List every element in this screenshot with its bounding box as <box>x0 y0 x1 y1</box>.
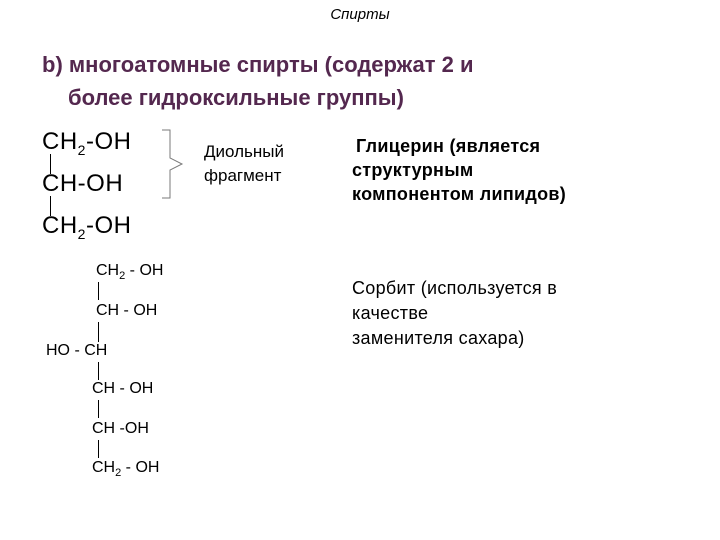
glycerol-desc-line-2: структурным <box>352 160 474 180</box>
glycerol-row-1: $CH_2-OH$ <box>42 128 132 158</box>
sorbitol-row-2: CH - OH <box>96 302 158 319</box>
sorbitol-desc-line-3: заменителя сахара) <box>352 328 525 348</box>
diol-fragment-brace <box>160 128 190 200</box>
glycerol-desc-line-3: компонентом липидов) <box>352 184 567 204</box>
sorbitol-desc-line-1: Сорбит (используется в <box>352 278 558 298</box>
diol-fragment-label <box>204 140 284 188</box>
glycerol-description <box>352 134 566 206</box>
slide-title: Спирты <box>330 6 390 23</box>
diol-label-line-2: фрагмент <box>204 166 282 185</box>
sorbitol-row-1: $CH_2$ - OH <box>96 262 164 283</box>
sorbitol-row-4: CH - OH <box>92 380 154 397</box>
sorbitol-bond-1 <box>98 282 99 300</box>
sorbitol-row-6: $CH_2$ - OH <box>92 459 160 480</box>
sorbitol-bond-5 <box>98 440 99 458</box>
diol-label-line-1: Диольный <box>204 142 284 161</box>
sorbitol-bond-4 <box>98 400 99 418</box>
heading-line-1: b) многоатомные спирты (содержат 2 и <box>42 52 474 77</box>
sorbitol-bond-2 <box>98 322 99 342</box>
heading-line-2: более гидроксильные группы) <box>68 85 404 110</box>
sorbitol-row-5: CH -OH <box>92 420 149 437</box>
glycerol-row-3: $CH_2-OH$ <box>42 212 132 242</box>
section-heading <box>42 48 474 114</box>
sorbitol-desc-line-2: качестве <box>352 303 429 323</box>
glycerol-row-2: CH-OH <box>42 170 124 197</box>
sorbitol-row-3: HO - CH <box>46 342 108 359</box>
sorbitol-bond-3 <box>98 362 99 380</box>
glycerol-desc-line-1: Глицерин (является <box>356 136 541 156</box>
sorbitol-description <box>352 276 557 351</box>
